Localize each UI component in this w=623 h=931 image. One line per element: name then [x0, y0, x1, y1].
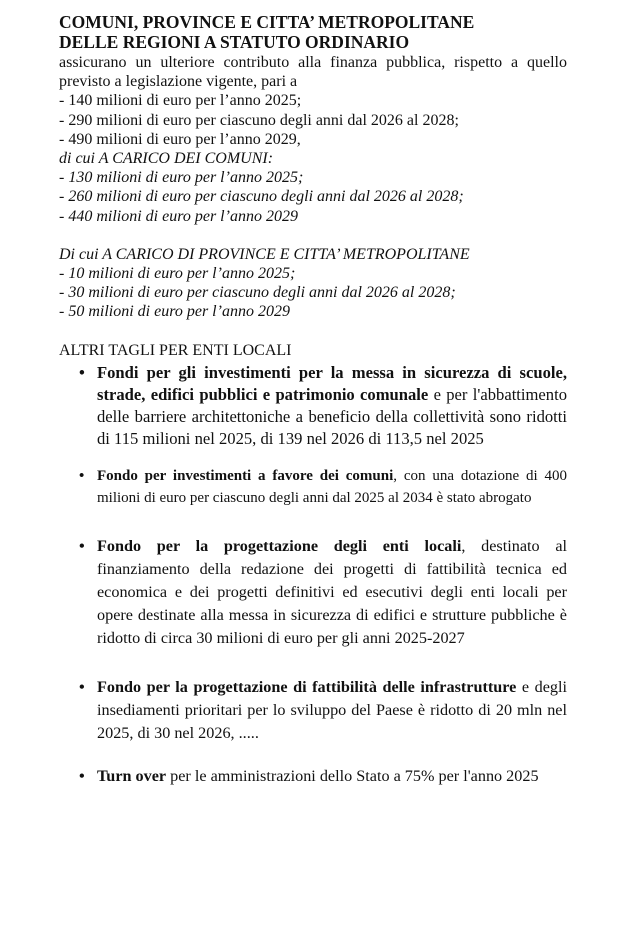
bullet-body: per le amministrazioni dello Stato a 75% per l'anno 2025 [166, 766, 539, 785]
province-item-2: - 30 milioni di euro per ciascuno degli anni dal 2026 al 2028; [59, 284, 456, 302]
bullet-head: Fondo per la progettazione di fattibilità delle infrastrutture [97, 677, 517, 696]
intro-text: assicurano un ulteriore contributo alla finanza pubblica, rispetto a quello previsto a legislazione vigente, pari a [59, 54, 567, 91]
title-line-1: COMUNI, PROVINCE E CITTA’ METROPOLITANE [59, 12, 475, 32]
province-heading: Di cui A CARICO DI PROVINCE E CITTA’ METROPOLITANE [59, 245, 470, 263]
bullet-body: e degli insediamenti prioritari per lo sviluppo del Paese è ridotto di 20 mln nel 2025, di 30 nel 2026, ..... [97, 677, 567, 742]
intro-paragraph [59, 53, 567, 149]
document-title [59, 12, 567, 52]
bullet-icon: • [79, 467, 85, 484]
province-section [59, 245, 567, 322]
list-item [59, 765, 567, 788]
title-line-2: DELLE REGIONI A STATUTO ORDINARIO [59, 32, 410, 52]
altri-tagli-heading: ALTRI TAGLI PER ENTI LOCALI [59, 341, 292, 359]
comuni-section [59, 149, 567, 226]
bullet-icon: • [79, 677, 85, 696]
province-item-3: - 50 milioni di euro per l’anno 2029 [59, 303, 290, 321]
bullet-icon: • [79, 536, 85, 555]
list-item [59, 535, 567, 650]
list-item [59, 676, 567, 745]
comuni-heading: di cui A CARICO DEI COMUNI: [59, 150, 274, 168]
intro-item-3: - 490 milioni di euro per l’anno 2029, [59, 130, 301, 148]
bullet-body: e per l'abbattimento delle barriere architettoniche a beneficio della collettività sono ridotti di 115 milioni nel 2025, di 139 nel 2026 di 113,5 nel 2025 [97, 385, 567, 449]
spacer [59, 322, 567, 341]
comuni-item-3: - 440 milioni di euro per l’anno 2029 [59, 207, 298, 225]
bullet-icon: • [79, 766, 85, 785]
list-item [59, 465, 567, 509]
bullet-body: , destinato al finanziamento della redazione dei progetti di fattibilità tecnica ed economica e dei progetti definitivi ed esecutivi degli enti locali per opere destinate alla messa in sicurezza di edifici e strutture pubbliche è ridotto di circa 30 milioni di euro per gli anni 2025-2027 [97, 536, 567, 647]
spacer [59, 226, 567, 245]
comuni-item-1: - 130 milioni di euro per l’anno 2025; [59, 169, 304, 187]
document-page [59, 12, 567, 788]
bullet-head: Turn over [97, 766, 167, 785]
bullet-head: Fondo per investimenti a favore dei comuni [97, 467, 394, 484]
bullet-head: Fondi per gli investimenti per la messa in sicurezza di scuole, strade, edifici pubblici e patrimonio comunale [97, 362, 567, 405]
intro-item-1: - 140 milioni di euro per l’anno 2025; [59, 92, 302, 110]
bullet-icon: • [79, 362, 85, 382]
bullet-head: Fondo per la progettazione degli enti locali [97, 536, 462, 555]
province-item-1: - 10 milioni di euro per l’anno 2025; [59, 265, 296, 283]
comuni-item-2: - 260 milioni di euro per ciascuno degli anni dal 2026 al 2028; [59, 188, 464, 206]
list-item [59, 362, 567, 451]
intro-item-2: - 290 milioni di euro per ciascuno degli anni dal 2026 al 2028; [59, 111, 459, 129]
bullet-body: , con una dotazione di 400 milioni di euro per ciascuno degli anni dal 2025 al 2034 è stato abrogato [97, 467, 567, 506]
altri-tagli-list [59, 362, 567, 788]
